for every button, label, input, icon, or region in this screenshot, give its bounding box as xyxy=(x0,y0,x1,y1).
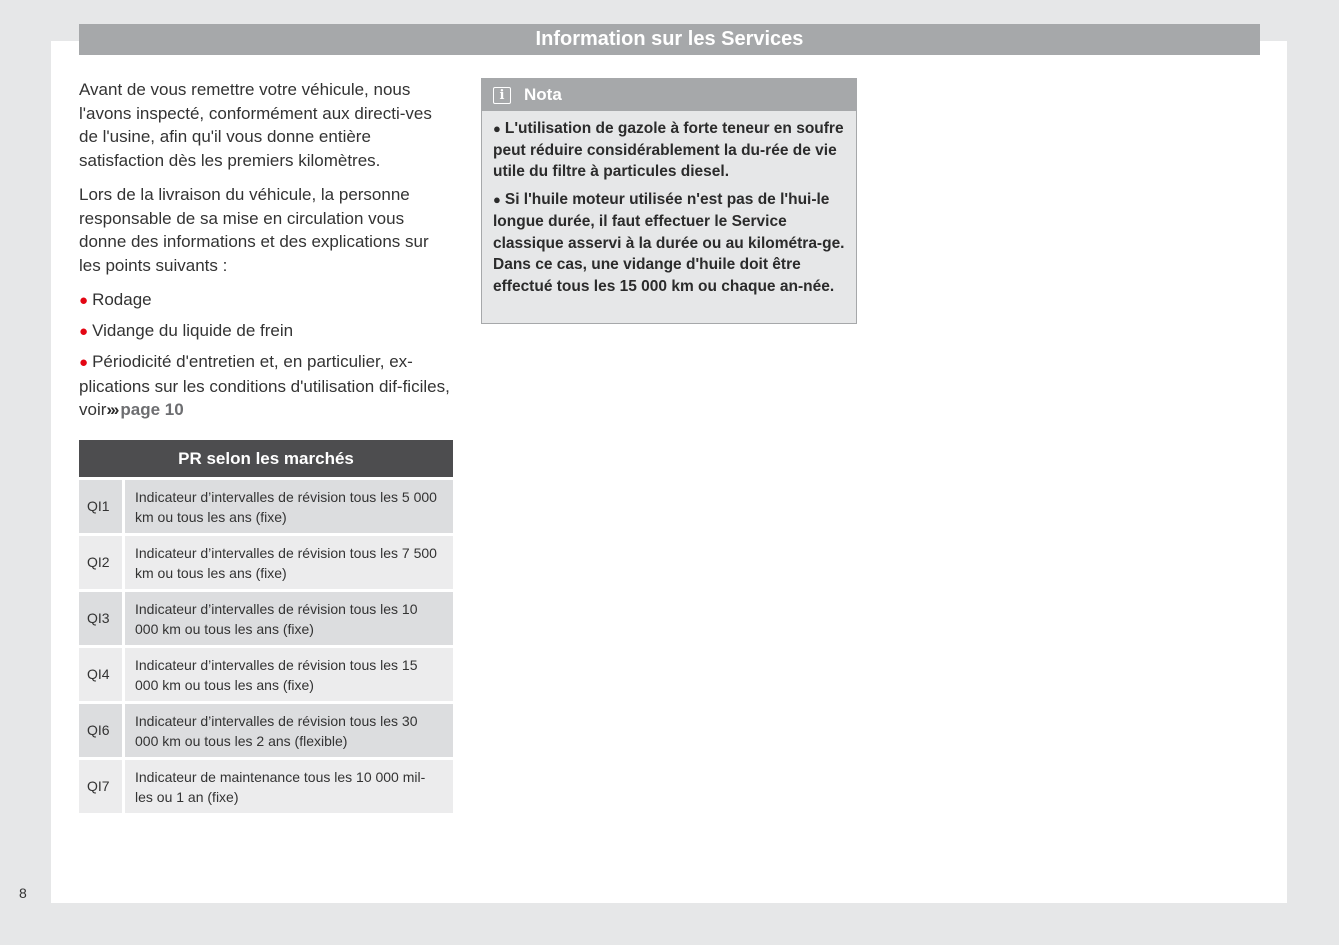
table-row xyxy=(79,704,453,757)
bullet-icon: ● xyxy=(493,121,501,136)
bullet-icon: ● xyxy=(79,354,89,371)
row-code: QI7 xyxy=(79,760,122,813)
table-row xyxy=(79,648,453,701)
intro-column xyxy=(79,78,453,428)
bullet-text: Périodicité d'entretien et, en particulier, ex-plications sur les conditions d'utilisation dif-ficiles, voir xyxy=(79,352,450,419)
page-header: Information sur les Services xyxy=(79,24,1260,55)
arrows-icon: ››› xyxy=(106,400,118,419)
table-row xyxy=(79,536,453,589)
row-description: Indicateur d’intervalles de révision tous les 7 500 km ou tous les ans (fixe) xyxy=(125,536,453,589)
list-item xyxy=(79,319,453,344)
table-title: PR selon les marchés xyxy=(79,440,453,477)
bullet-text: Vidange du liquide de frein xyxy=(92,321,294,340)
row-code: QI3 xyxy=(79,592,122,645)
bullet-text: Rodage xyxy=(92,290,152,309)
row-description: Indicateur d’intervalles de révision tous les 5 000 km ou tous les ans (fixe) xyxy=(125,480,453,533)
table-row xyxy=(79,592,453,645)
page-reference-text: page 10 xyxy=(120,400,184,419)
note-body xyxy=(482,111,856,298)
list-item xyxy=(79,350,453,422)
row-code: QI1 xyxy=(79,480,122,533)
list-item xyxy=(79,288,453,313)
bullet-icon: ● xyxy=(79,292,89,309)
note-item xyxy=(493,118,845,183)
intro-paragraph-1: Avant de vous remettre votre véhicule, nous l'avons inspecté, conformément aux directi-ves de l'usine, afin qu'il vous donne entière satisfaction dès les premiers kilomètres. xyxy=(79,80,432,170)
note-item-text: Si l'huile moteur utilisée n'est pas de l'hui-le longue durée, il faut effectuer le Service classique asservi à la durée ou au kilométra-ge. Dans ce cas, une vidange d'huile doit être effectué tous les 15 000 km ou chaque an-née. xyxy=(493,191,845,295)
info-icon: i xyxy=(493,87,511,104)
table-row xyxy=(79,760,453,813)
page-number: 8 xyxy=(19,885,27,901)
page-reference-link[interactable] xyxy=(106,400,183,419)
row-description: Indicateur de maintenance tous les 10 000 mil-les ou 1 an (fixe) xyxy=(125,760,453,813)
note-box xyxy=(481,78,857,324)
row-code: QI4 xyxy=(79,648,122,701)
markets-table xyxy=(79,440,453,816)
row-code: QI2 xyxy=(79,536,122,589)
note-header xyxy=(482,79,856,111)
note-item xyxy=(493,189,845,298)
bullet-icon: ● xyxy=(493,192,501,208)
bullet-list xyxy=(79,288,453,422)
table-row xyxy=(79,480,453,533)
intro-paragraph-2: Lors de la livraison du véhicule, la personne responsable de sa mise en circulation vous donne des informations et des explications sur les points suivants : xyxy=(79,185,429,275)
note-title: Nota xyxy=(524,85,562,104)
row-description: Indicateur d’intervalles de révision tous les 30 000 km ou tous les 2 ans (flexible) xyxy=(125,704,453,757)
row-code: QI6 xyxy=(79,704,122,757)
row-description: Indicateur d’intervalles de révision tous les 15 000 km ou tous les ans (fixe) xyxy=(125,648,453,701)
bullet-icon: ● xyxy=(79,323,89,340)
row-description: Indicateur d’intervalles de révision tous les 10 000 km ou tous les ans (fixe) xyxy=(125,592,453,645)
note-item-text: L'utilisation de gazole à forte teneur en soufre peut réduire considérablement la du-rée de vie utile du filtre à particules diesel. xyxy=(493,120,844,181)
